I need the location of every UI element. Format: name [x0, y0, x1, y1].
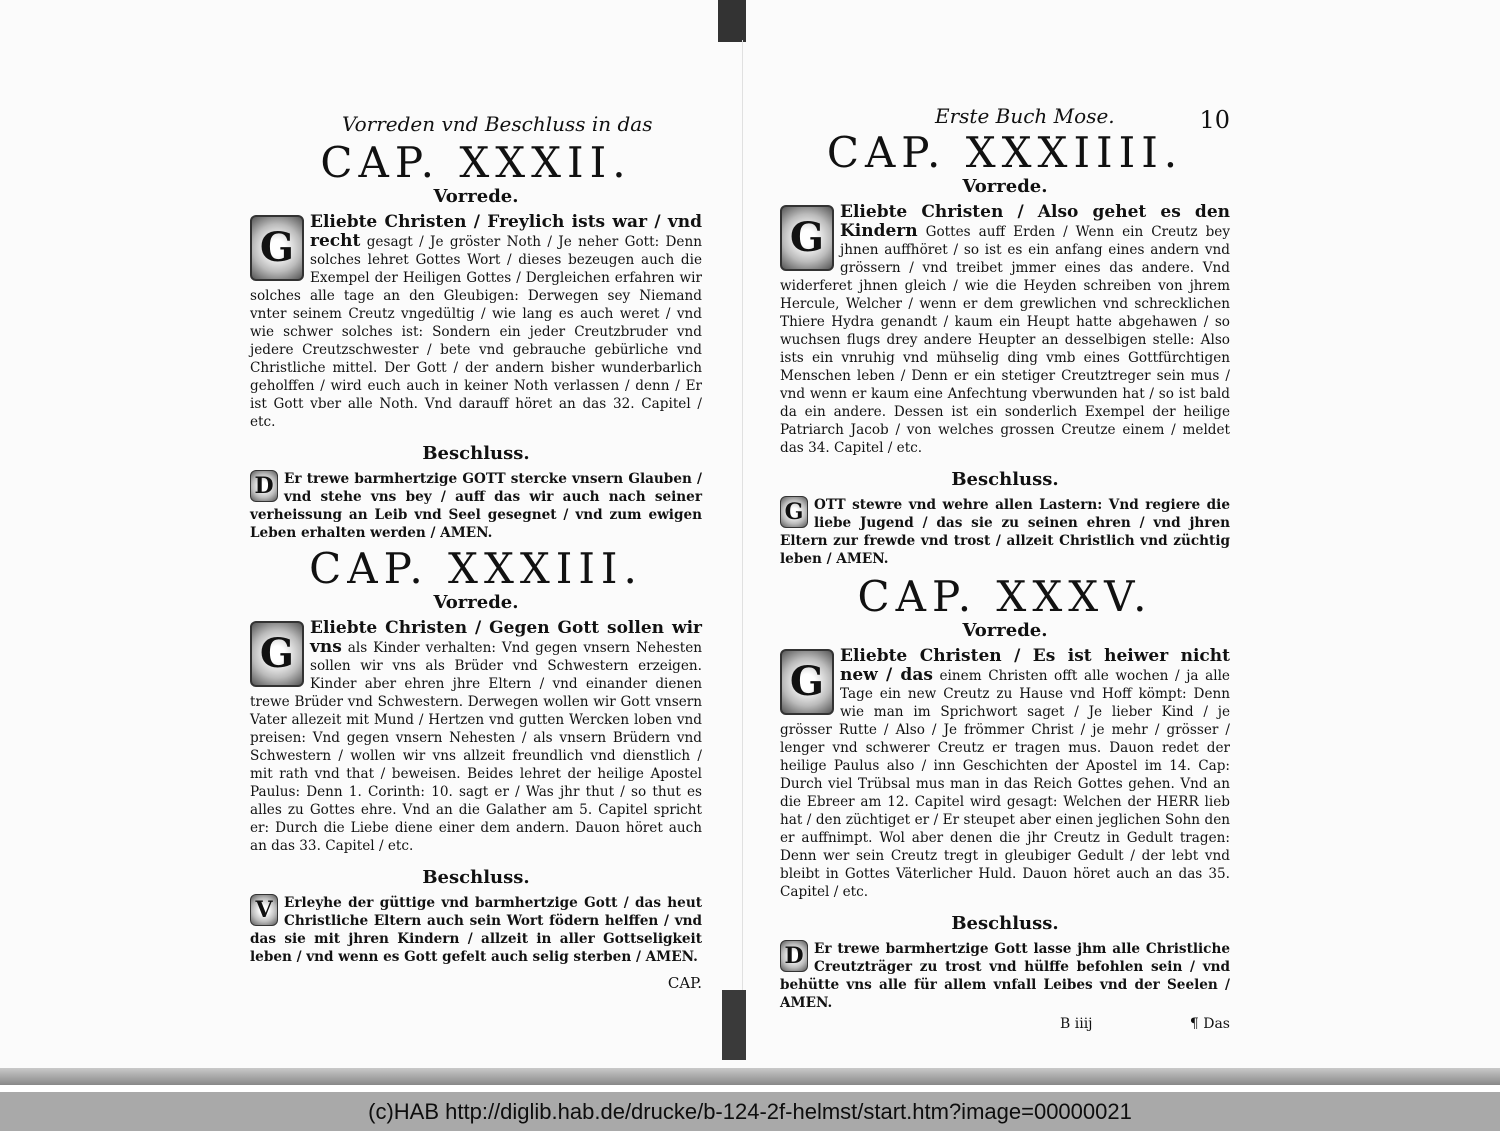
catchword: ¶ Das	[1189, 1016, 1230, 1032]
conclusion-text	[780, 940, 1230, 1012]
preface-body: Gottes auff Erden / Wenn ein Creutz bey jhnen auffhöret / so ist es ein anfang eines andern vnd grössern / vnd treibet jmmer eines das andere. Vnd widerferet jhnen gleich / wie die Heyden schreiben von jhrem Hercule, Welcher / wenn er dem grewlichen vnd schrecklichen Thiere Hydra genandt / kaum ein Heupt hatte abgehawen / so wuchsen flugs drey andere Heupter an desselbigen stelle: Also ists ein vnruhig vnd mühselig ding vmb eines Gottfürchtigen Menschen leben / Denn er ein stetiger Creutztreger sein mus / vnd wenn er kaum eine Anfechtung vberwunden hat / so ist bald da ein andere. Dessen ist ein sonderlich Exempel der heilige Patriarch Jacob / von welches grossen Creutze einem / meldet das 34. Capitel / etc.	[780, 224, 1230, 456]
conclusion-body: Er trewe barmhertzige GOTT stercke vnsern Glauben / vnd stehe vns bey / auff das wir auch nach seiner verheissung an Leib vnd Seel gesegnet / vnd zum ewigen Leben erhalten werden / AMEN.	[250, 471, 702, 541]
conclusion-text	[250, 894, 702, 966]
preface-first-line: Eliebte Christen / Es ist heiwer nicht new / das	[840, 646, 1230, 685]
preface-text	[250, 619, 702, 855]
page-number: 10	[1199, 106, 1230, 134]
drop-cap: G	[780, 649, 834, 715]
preface-first-line: Eliebte Christen / Gegen Gott sollen wir vns	[310, 618, 702, 657]
conclusion-body: Erleyhe der güttige vnd barmhertzige Gott / das heut Christliche Eltern auch sein Wort födern helffen / vnd das sie mit jhren Kindern / allzeit in aller Gottseligkeit leben / vnd wenn es Gott gefelt auch selig sterben / AMEN.	[250, 895, 702, 965]
chapter-heading: CAP. XXXIII.	[309, 544, 643, 593]
preface-label: Vorrede.	[433, 186, 519, 207]
preface-label: Vorrede.	[962, 176, 1048, 197]
preface-label: Vorrede.	[433, 592, 519, 613]
preface-text	[780, 647, 1230, 901]
preface-body: gesagt / Je gröster Noth / Je neher Gott: Denn solches lehret Gottes Wort / dieses bezeugen auch die Exempel der Heiligen Gottes / Dergleichen erfahren wir solches alle tage an den Gleubigen: Derwegen sey Niemand vnter seinem Creutz vngedültig / wie lang es auch weret / vnd wie schwer solches ist: Sondern ein jeder Creutzbruder vnd jedere Creutzschwester / bete vnd gebrauche gebürliche vnd Christliche mittel. Der Gott / der andern bisher wunderbarlich geholffen / wird euch auch in keiner Noth verlassen / denn / Er ist Gott vber alle Noth. Vnd darauff höret an das 32. Capitel / etc.	[250, 234, 702, 430]
running-head-title: Vorreden vnd Beschluss in das	[342, 112, 653, 136]
conclusion-label: Beschluss.	[422, 867, 530, 888]
conclusion-body: Er trewe barmhertzige Gott lasse jhm alle Christliche Creutzträger zu trost vnd hülffe befohlen sein / vnd behütte vns alle für allem vnfall Leibes vnd der Seelen / AMEN.	[780, 941, 1230, 1011]
running-head	[780, 100, 1230, 132]
conclusion-text	[780, 496, 1230, 568]
scan-edge	[0, 1068, 1500, 1085]
preface-label: Vorrede.	[962, 620, 1048, 641]
gutter-shadow-bottom	[722, 990, 746, 1060]
drop-cap: G	[250, 621, 304, 687]
conclusion-label: Beschluss.	[951, 913, 1059, 934]
drop-cap: G	[780, 205, 834, 271]
preface-body: als Kinder verhalten: Vnd gegen vnsern Nehesten sollen wir vns als Brüder vnd Schwestern erzeigen. Kinder aber ehren jhre Eltern / vnd einander dienen trewe Brüder vnd Schwestern. Derwegen wollen wir Gott vnsern Vater allezeit mit Mund / Hertzen vnd gutten Wercken loben vnd preisen: Vnd gegen vnsern Nehesten / als vnsern Brüdern vnd Schwestern / wollen wir vns allzeit freundlich vnd dienstlich / mit rath vnd that / beweisen. Beides lehret der heilige Apostel Paulus: Denn 1. Corinth: 10. sagt er / Was jhr thut / so thut es alles zu Gottes ehre. Vnd an die Galather am 5. Capitel spricht er: Durch die Liebe diene einer dem andern. Dauon höret auch an das 33. Capitel / etc.	[250, 640, 702, 854]
drop-cap: G	[780, 496, 808, 528]
preface-first-line: Eliebte Christen / Also gehet es den Kindern	[840, 202, 1230, 241]
catchword: CAP.	[667, 974, 702, 992]
preface-text	[780, 203, 1230, 457]
drop-cap: V	[250, 894, 278, 926]
drop-cap: G	[250, 215, 304, 281]
chapter-heading: CAP. XXXV.	[857, 572, 1153, 621]
conclusion-text	[250, 470, 702, 542]
copyright-footer: (c)HAB http://diglib.hab.de/drucke/b-124-2f-helmst/start.htm?image=00000021	[0, 1092, 1500, 1131]
left-page	[250, 100, 702, 992]
drop-cap: D	[250, 470, 278, 502]
chapter-heading: CAP. XXXII.	[320, 138, 632, 187]
gutter-line	[742, 40, 743, 990]
conclusion-body: OTT stewre vnd wehre allen Lastern: Vnd regiere die liebe Jugend / das sie zu seinen ehren / vnd jhren Eltern zur frewde vnd trost / allzeit Christlich vnd züchtig leben / AMEN.	[780, 497, 1230, 567]
preface-text	[250, 213, 702, 431]
running-head	[250, 100, 702, 136]
chapter-heading: CAP. XXXIIII.	[826, 128, 1184, 177]
preface-body: einem Christen offt alle wochen / ja alle Tage ein new Creutz zu Hause vnd Hoff kömpt: Denn wie man im Sprichwort saget / Je lieber Kind / je grösser Rutte / Also / Je frömmer Christ / je mehr / grösser / lenger vnd schwerer Creutz er tragen mus. Dauon redet der heilige Paulus also / inn Geschichten der Apostel im 14. Cap: Durch viel Trübsal mus man in das Reich Gottes gehen. Vnd an die Ebreer am 12. Capitel wird gesagt: Welchen der HERR lieb hat / den züchtiget er / Er steupet aber einen jeglichen Sohn den er auffnimpt. Wol aber denen die jhr Creutz in Gedult tragen: Denn wer sein Creutz tregt in gleubiger Gedult / der lebt vnd bleibt in Gottes Väterlicher Huld. Dauon höret auch an das 35. Capitel / etc.	[780, 668, 1230, 900]
preface-first-line: Eliebte Christen / Freylich ists war / vnd recht	[310, 212, 702, 251]
page-foot	[780, 1016, 1230, 1040]
conclusion-label: Beschluss.	[951, 469, 1059, 490]
drop-cap: D	[780, 940, 808, 972]
running-head-title: Erste Buch Mose.	[935, 104, 1115, 128]
signature-mark: B iiij	[1060, 1016, 1093, 1032]
conclusion-label: Beschluss.	[422, 443, 530, 464]
right-page	[780, 100, 1230, 1040]
gutter-shadow-top	[718, 0, 746, 42]
